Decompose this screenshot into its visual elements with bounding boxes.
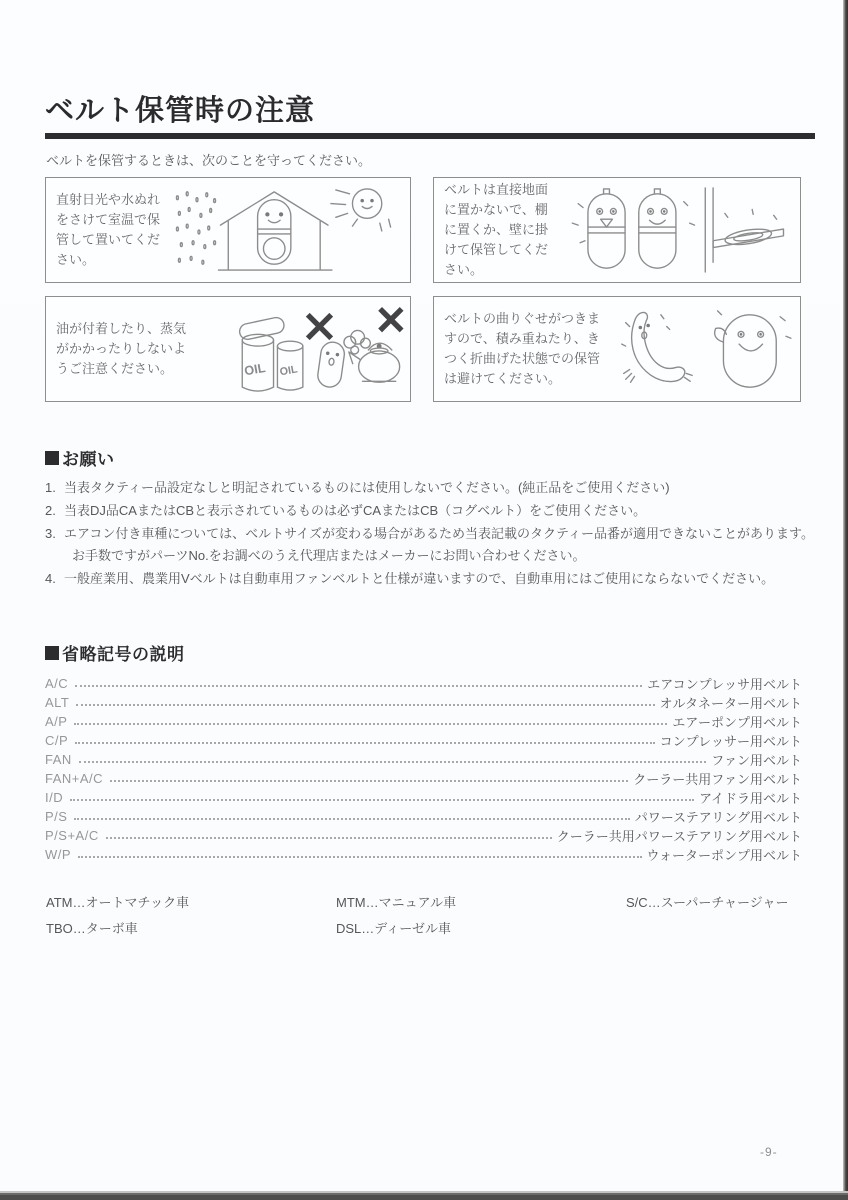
abbr-meaning: ファン用ベルト [711, 753, 802, 768]
item-text: エアコン付き車種については、ベルトサイズが変わる場合があるため当表記載のタクティー品番が適用できないことがあります。 [64, 525, 814, 541]
item-text: 当表DJ品CAまたはCBと表示されているものは必ずCAまたはCB（コグベルト）をご使用ください。 [64, 502, 647, 518]
dotted-leader [106, 837, 552, 839]
abbr-code: A/P [45, 714, 68, 729]
abbr-meaning: ウォーターポンプ用ベルト [646, 848, 802, 863]
abbr-meaning: コンプレッサー用ベルト [659, 734, 802, 749]
abbreviation-row [45, 807, 802, 826]
vehicle-code-legend [46, 892, 806, 937]
dotted-leader [74, 818, 629, 820]
dotted-leader [74, 723, 667, 725]
steam-icon [344, 330, 370, 353]
request-item [45, 500, 815, 523]
oil-label: OIL [243, 359, 267, 379]
dotted-leader [75, 742, 654, 744]
request-item [45, 523, 815, 546]
kettle-icon [349, 343, 400, 382]
abbr-meaning: エアコンプレッサ用ベルト [647, 677, 802, 692]
abbreviation-row [45, 788, 802, 807]
dotted-leader [110, 780, 628, 782]
request-item-continuation: お手数ですがパーツNo.をお調べのうえ代理店またはメーカーにお問い合わせください。 [72, 548, 586, 564]
abbr-meaning: クーラー共用パワーステアリング用ベルト [556, 829, 802, 844]
item-text: 一般産業用、農業用Vベルトは自動車用ファンベルトと仕様が違いますので、自動車用にはご使用にならないでください。 [64, 571, 775, 586]
heading-square-marker [45, 451, 59, 465]
abbreviation-row [45, 826, 802, 845]
prohibition-x-icon [380, 309, 402, 331]
caution-box-text: 直射日光や水ぬれをさけて室温で保管して置いてください。 [56, 191, 161, 268]
abbreviation-row [45, 712, 802, 731]
scan-edge-right [843, 0, 848, 1200]
bent-belt-illustration [604, 305, 794, 393]
item-number: 4. [45, 571, 56, 586]
abbreviation-heading-row [45, 640, 802, 665]
rain-house-sun-illustration [164, 186, 404, 274]
abbreviation-row [45, 674, 802, 693]
caution-box-storage-place [433, 177, 801, 283]
title-rule [45, 133, 815, 139]
sun-icon [331, 189, 391, 231]
intro-text: ベルトを保管するときは、次のことを守ってください。 [46, 153, 372, 168]
dotted-leader [78, 856, 641, 858]
request-item [45, 477, 815, 500]
scared-belt-character [316, 341, 345, 389]
item-number: 1. [45, 480, 56, 495]
abbr-meaning: エアーポンプ用ベルト [672, 715, 802, 730]
legend-entry: DSL…ディーゼル車 [336, 921, 451, 936]
belts-wall-shelf-illustration [552, 186, 794, 274]
abbr-meaning: パワーステアリング用ベルト [634, 810, 802, 825]
caution-box-grid [45, 177, 801, 402]
legend-entry: ATM…オートマチック車 [46, 895, 190, 910]
abbreviation-row [45, 731, 802, 750]
legend-entry: TBO…ターボ車 [46, 921, 138, 936]
abbr-code: I/D [45, 790, 64, 805]
abbreviation-row [45, 769, 802, 788]
legend-entry: S/C…スーパーチャージャー [626, 895, 789, 910]
dotted-leader [75, 685, 642, 687]
bent-belt-character [622, 312, 692, 382]
request-heading-row [45, 445, 815, 470]
caution-box-text: ベルトは直接地面に置かないで、棚に置くか、壁に掛けて保管してください。 [444, 181, 549, 278]
item-number: 2. [45, 502, 56, 518]
abbr-code: ALT [45, 695, 70, 710]
abbr-code: A/C [45, 676, 69, 691]
page-title: ベルト保管時の注意 [45, 95, 316, 127]
abbr-code: C/P [45, 733, 69, 748]
oil-cans-icon [238, 316, 303, 391]
wall-icon [705, 188, 713, 272]
abbreviation-section [45, 640, 802, 864]
shelf-icon [713, 209, 783, 247]
oil-label: OIL [278, 363, 299, 379]
prohibition-x-icon [308, 315, 331, 338]
scan-edge-bottom [0, 1191, 848, 1200]
abbr-meaning: アイドラ用ベルト [699, 791, 802, 806]
request-section [45, 445, 815, 591]
abbr-meaning: オルタネーター用ベルト [659, 696, 802, 711]
request-heading: お願い [62, 450, 115, 469]
abbreviation-row [45, 693, 802, 712]
abbr-code: P/S+A/C [45, 828, 99, 843]
abbreviation-row [45, 750, 802, 769]
legend-entry: MTM…マニュアル車 [336, 895, 457, 910]
caution-box-oil-steam [45, 296, 411, 402]
caution-box-text: 油が付着したり、蒸気がかかったりしないようご注意ください。 [56, 320, 187, 377]
hanging-belt-character-happy [639, 189, 695, 268]
abbr-code: FAN [45, 752, 72, 767]
abbreviation-rows [45, 674, 802, 864]
request-item [45, 568, 815, 591]
happy-belt-character [715, 311, 791, 387]
request-items [45, 477, 815, 591]
abbreviation-row [45, 845, 802, 864]
rain-icon [176, 192, 215, 264]
belt-character [258, 200, 291, 265]
dotted-leader [70, 799, 694, 801]
abbr-code: FAN+A/C [45, 771, 104, 786]
caution-box-bending [433, 296, 801, 402]
item-number: 3. [45, 525, 56, 541]
item-text: 当表タクティー品設定なしと明記されているものには使用しないでください。(純正品をご使用ください) [64, 480, 670, 495]
house-icon [218, 192, 331, 270]
oil-steam-illustration [190, 305, 404, 393]
heading-square-marker [45, 646, 59, 660]
abbr-code: W/P [45, 847, 72, 862]
dotted-leader [76, 704, 654, 706]
page-number: -9- [760, 1145, 778, 1159]
abbreviation-heading: 省略記号の説明 [62, 645, 185, 664]
abbr-code: P/S [45, 809, 68, 824]
caution-box-sunlight-moisture [45, 177, 411, 283]
dotted-leader [79, 761, 706, 763]
caution-box-text: ベルトの曲りぐせがつきますので、積み重ねたり、きつく折曲げた状態での保管は避けてください。 [444, 310, 601, 387]
hanging-belt-character-surprised [572, 189, 625, 268]
abbr-meaning: クーラー共用ファン用ベルト [633, 772, 802, 787]
